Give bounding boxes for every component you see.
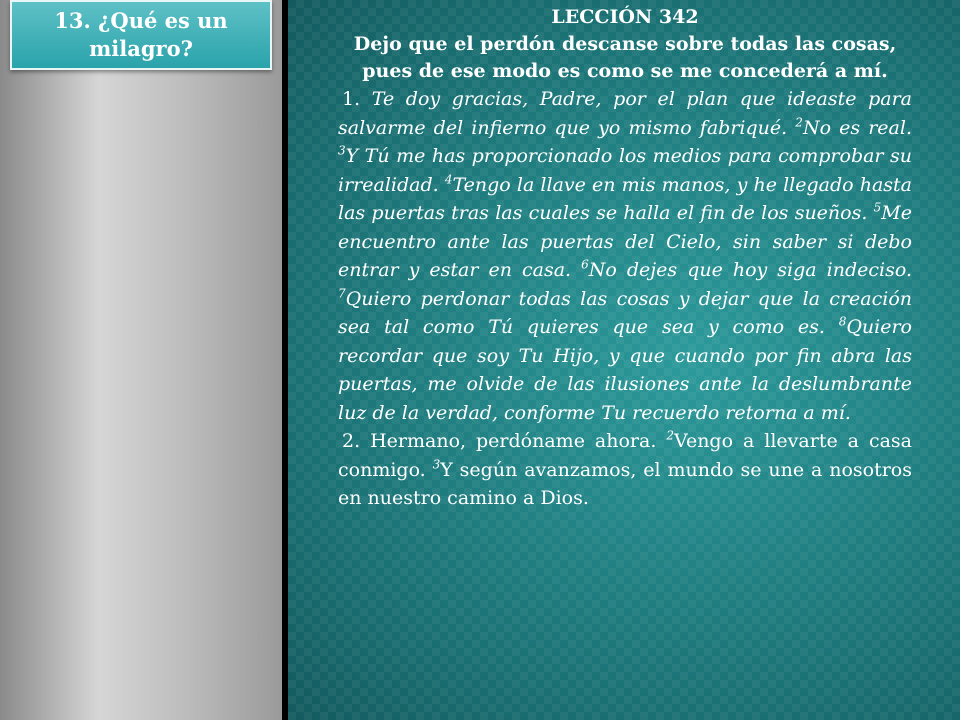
lesson-label: LECCIÓN 342 xyxy=(551,6,699,28)
sentence-number: 6 xyxy=(581,257,589,272)
sentence: Te doy gracias, Padre, por el plan que ideaste para salvarme del infierno que yo mismo fabriqué. xyxy=(338,88,912,139)
sentence-number: 2 xyxy=(666,428,674,443)
sentence: Tengo la llave en mis manos, y he llegado hasta las puertas tras las cuales se halla el fin de los sueños. xyxy=(338,173,912,224)
sentence: Y Tú me has proporcionado los medios para comprobar su irrealidad. xyxy=(338,145,912,196)
sentence-number: 3 xyxy=(338,143,346,158)
sentence: No dejes que hoy siga indeciso. xyxy=(588,259,912,281)
sentence: Quiero perdonar todas las cosas y dejar que la creación sea tal como Tú quieres que sea y como es. xyxy=(338,287,912,338)
sentence-number: 5 xyxy=(873,200,882,215)
sentence: Quiero recordar que soy Tu Hijo, y que cuando por fin abra las puertas, me olvide de las ilusiones ante la deslumbrante luz de la verdad, conforme Tu recuerdo retorna a mí. xyxy=(338,316,912,424)
section-title-box xyxy=(10,0,272,70)
paragraph-1 xyxy=(338,85,912,427)
paragraph-number: 1. xyxy=(342,88,361,110)
left-panel xyxy=(0,0,282,720)
sentence: Vengo a llevarte a casa conmigo. xyxy=(338,430,913,481)
lesson-subtitle: Dejo que el perdón descanse sobre todas las cosas, pues de ese modo es como se me concederá a mí. xyxy=(353,33,897,82)
paragraph-number: 2. xyxy=(342,430,361,452)
sentence-number: 2 xyxy=(795,115,803,130)
sentence: Me encuentro ante las puertas del Cielo, sin saber si debo entrar y estar en casa. xyxy=(338,202,912,281)
sentence-number: 8 xyxy=(838,314,847,329)
sentence: Y según avanzamos, el mundo se une a nosotros en nuestro camino a Dios. xyxy=(338,458,912,509)
sentence-number: 3 xyxy=(432,457,441,472)
paragraph-2 xyxy=(338,427,912,513)
sentence-number: 4 xyxy=(444,172,453,187)
sentence: No es real. xyxy=(802,116,912,139)
sentence-number: 7 xyxy=(338,286,346,301)
sentence: Hermano, perdóname ahora. xyxy=(360,430,667,452)
section-title: 13. ¿Qué es un milagro? xyxy=(54,8,228,61)
lesson-content xyxy=(338,4,912,513)
